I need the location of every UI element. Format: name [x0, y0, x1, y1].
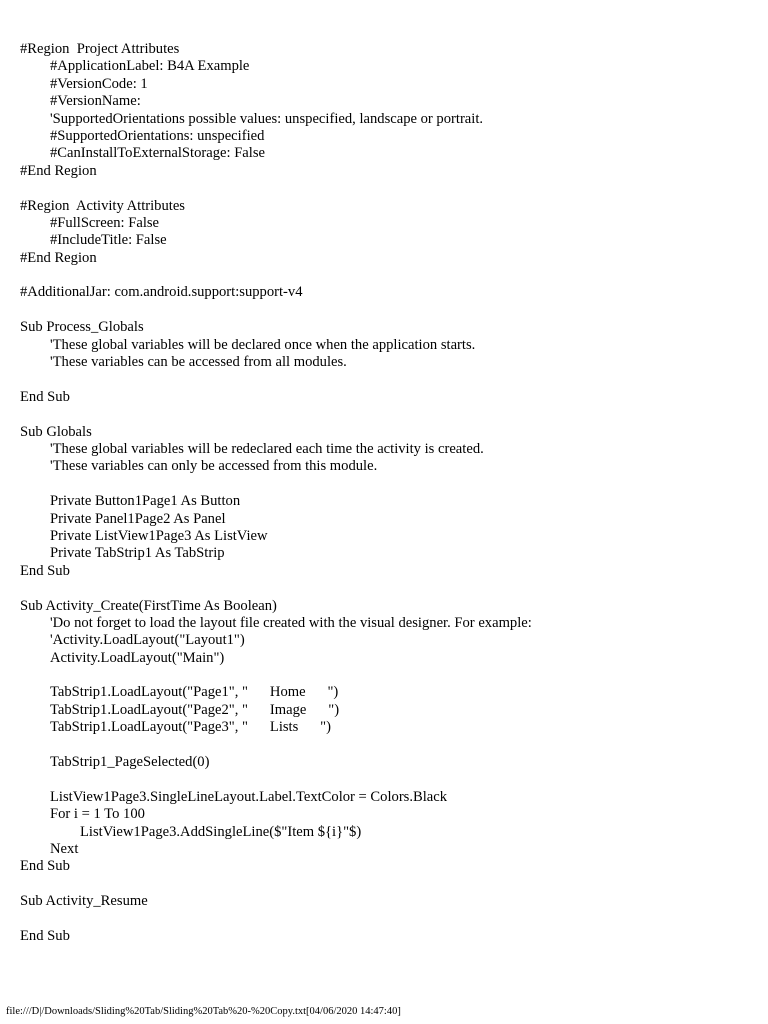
blank-line: [20, 737, 758, 754]
code-line: Private Button1Page1 As Button: [50, 493, 241, 510]
blank-line: [20, 911, 758, 928]
code-line: TabStrip1.LoadLayout("Page2", " Image "): [50, 701, 340, 718]
code-line: TabStrip1_PageSelected(0): [50, 754, 210, 771]
code-line: 'Activity.LoadLayout("Layout1"): [50, 632, 245, 649]
code-line: Activity.LoadLayout("Main"): [50, 649, 225, 666]
code-line: Private Panel1Page2 As Panel: [50, 510, 226, 527]
blank-line: [20, 267, 758, 284]
code-line: #VersionName:: [50, 93, 141, 110]
blank-line: [20, 406, 758, 423]
code-line: #End Region: [20, 249, 97, 266]
blank-line: [20, 180, 758, 197]
code-line: #FullScreen: False: [50, 214, 160, 231]
blank-line: [20, 371, 758, 388]
code-line: #VersionCode: 1: [50, 75, 148, 92]
code-line: End Sub: [20, 388, 70, 405]
code-line: Sub Process_Globals: [20, 319, 144, 336]
blank-line: [20, 580, 758, 597]
code-line: End Sub: [20, 562, 70, 579]
blank-line: [20, 876, 758, 893]
code-line: #ApplicationLabel: B4A Example: [50, 58, 250, 75]
code-line: ListView1Page3.SingleLineLayout.Label.TextColor = Colors.Black: [50, 788, 448, 805]
code-line: End Sub: [20, 858, 70, 875]
code-line: Sub Activity_Resume: [20, 893, 148, 910]
code-line: #Region Activity Attributes: [20, 197, 185, 214]
code-line: #End Region: [20, 162, 97, 179]
code-line: 'These variables can only be accessed from this module.: [50, 458, 378, 475]
blank-line: [20, 476, 758, 493]
code-line: Next: [50, 840, 79, 857]
code-line: TabStrip1.LoadLayout("Page3", " Lists "): [50, 719, 331, 736]
code-line: TabStrip1.LoadLayout("Page1", " Home "): [50, 684, 339, 701]
code-document: [20, 41, 758, 945]
blank-line: [20, 302, 758, 319]
code-line: #CanInstallToExternalStorage: False: [50, 145, 265, 162]
code-line: ListView1Page3.AddSingleLine($"Item ${i}"$): [80, 823, 362, 840]
blank-line: [20, 667, 758, 684]
file-path-footer: file:///D|/Downloads/Sliding%20Tab/Sliding%20Tab%20-%20Copy.txt[04/06/2020 14:47:40]: [6, 1006, 401, 1017]
blank-line: [20, 771, 758, 788]
code-line: For i = 1 To 100: [50, 806, 145, 823]
code-line: 'These global variables will be redeclared each time the activity is created.: [50, 440, 484, 457]
code-line: Private TabStrip1 As TabStrip: [50, 545, 225, 562]
code-line: #SupportedOrientations: unspecified: [50, 127, 265, 144]
code-line: 'These variables can be accessed from all modules.: [50, 354, 347, 371]
code-line: #AdditionalJar: com.android.support:support-v4: [20, 284, 303, 301]
code-line: Sub Activity_Create(FirstTime As Boolean): [20, 597, 277, 614]
code-line: Sub Globals: [20, 423, 92, 440]
code-line: End Sub: [20, 927, 70, 944]
code-line: #IncludeTitle: False: [50, 232, 167, 249]
code-line: Private ListView1Page3 As ListView: [50, 527, 268, 544]
code-line: 'Do not forget to load the layout file created with the visual designer. For example:: [50, 614, 532, 631]
code-line: 'SupportedOrientations possible values: unspecified, landscape or portrait.: [50, 110, 484, 127]
code-line: 'These global variables will be declared once when the application starts.: [50, 336, 476, 353]
code-line: #Region Project Attributes: [20, 41, 180, 57]
